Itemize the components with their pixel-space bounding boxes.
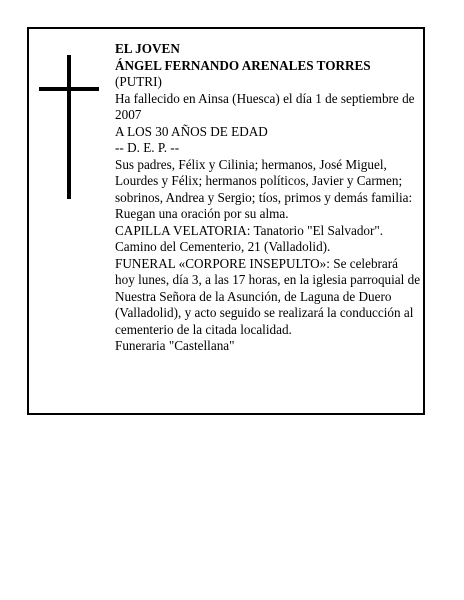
rip-line: -- D. E. P. --	[115, 140, 180, 155]
deceased-nickname: (PUTRI)	[115, 74, 162, 89]
notice-heading: EL JOVEN	[115, 41, 180, 56]
family-members: Sus padres, Félix y Cilinia; hermanos, José Miguel, Lourdes y Félix; hermanos políticos, Javier y Carmen; sobrinos, Andrea y Sergio; tíos, primos y demás familia:	[115, 156, 413, 205]
cross-horizontal-bar	[39, 87, 99, 91]
funeral-info: FUNERAL «CORPORE INSEPULTO»: Se celebrará hoy lunes, día 3, a las 17 horas, en la iglesia parroquial de Nuestra Señora de la Asunción, de Laguna de Duero (Valladolid), y acto seguido se realizará la conducción al cementerio de la citada localidad.	[115, 255, 421, 337]
prayer-request: Ruegan una oración por su alma.	[115, 206, 289, 221]
deceased-name: ÁNGEL FERNANDO ARENALES TORRES	[115, 57, 371, 73]
obituary-text	[115, 41, 421, 355]
latin-cross-icon	[39, 55, 99, 199]
funeral-home: Funeraria "Castellana"	[115, 338, 235, 353]
cross-vertical-bar	[67, 55, 71, 199]
age-at-death: A LOS 30 AÑOS DE EDAD	[115, 123, 268, 139]
obituary-notice	[27, 27, 425, 415]
chapel-info: CAPILLA VELATORIA: Tanatorio "El Salvador". Camino del Cementerio, 21 (Valladolid).	[115, 222, 384, 254]
death-info: Ha fallecido en Ainsa (Huesca) el día 1 de septiembre de 2007	[115, 90, 415, 122]
